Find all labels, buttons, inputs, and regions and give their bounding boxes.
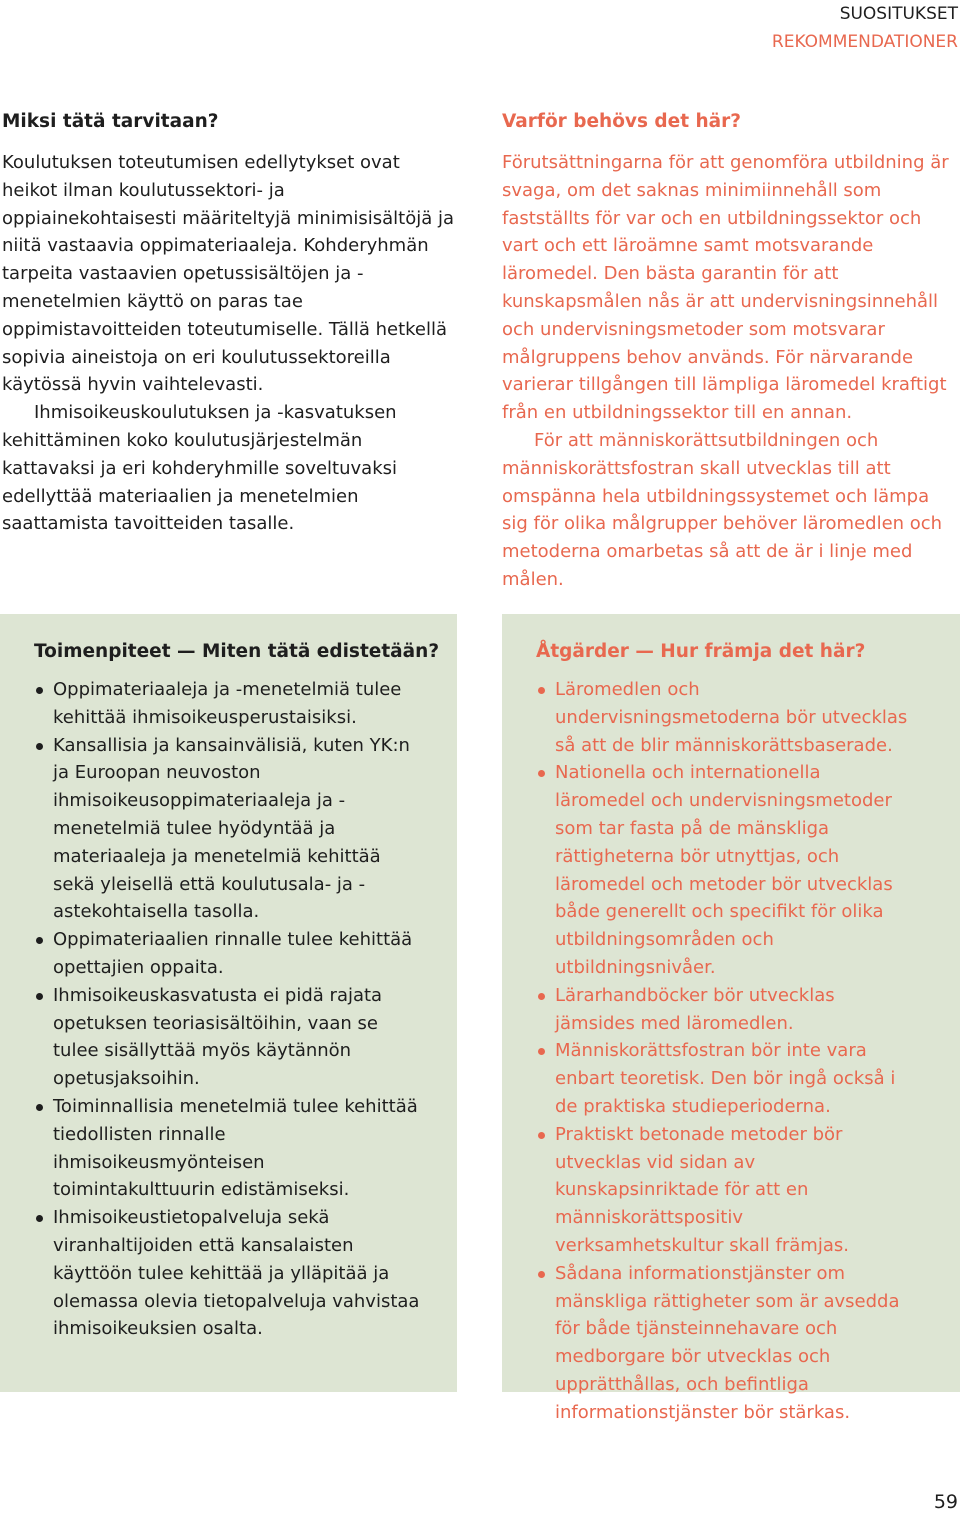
left-column-paragraph-2: Ihmisoikeuskoulutuksen ja -kasvatuksen kehittäminen koko koulutusjärjestelmän kattavaksi ja eri kohderyhmille soveltuvaksi edellyttää materiaalien ja menetelmien saattamista tavoitteiden tasalle. <box>2 402 398 535</box>
list-item: Ihmisoikeustietopalveluja sekä viranhaltijoiden että kansalaisten käyttöön tulee kehittää ja ylläpitää ja olemassa olevia tietopalveluja vahvistaa ihmisoikeuksien osalta. <box>34 1204 424 1343</box>
measures-list-sv <box>536 676 916 1427</box>
measures-box-sv <box>502 614 960 1423</box>
left-text-column <box>2 108 454 538</box>
right-column-paragraph-1: Förutsättningarna för att genomföra utbildning är svaga, om det saknas minimiinnehåll som fastställts för var och en utbildningssektor och vart och ett läroämne samt motsvarande läromedel. Den bästa garantin för att kunskapsmålen nås är att undervisningsinnehåll och undervisningsmetoder som motsvarar målgruppens behov används. För närvarande varierar tillgången till lämpliga läromedel kraftigt från en utbildningssektor till en annan. <box>502 152 949 424</box>
measures-heading-fi: Toimenpiteet — Miten tätä edistetään? <box>34 641 440 662</box>
header-title-sv: REKOMMENDATIONER <box>771 32 958 52</box>
list-item: Toiminnallisia menetelmiä tulee kehittää tiedollisten rinnalle ihmisoikeusmyönteisen toimintakulttuurin edistämiseksi. <box>34 1093 424 1204</box>
measures-box-fi <box>0 614 457 1392</box>
list-item: Sådana informationstjänster om mänskliga rättigheter som är avsedda för både tjänsteinnehavare och medborgare bör utvecklas och upprätthållas, och befintliga informationstjänster bör stärkas. <box>536 1260 916 1427</box>
right-column-paragraph-2: För att människorättsutbildningen och människorättsfostran skall utvecklas till att omspänna hela utbildningssystemet och lämpa sig för olika målgrupper behöver läromedlen och metoderna omarbetas så att de är i linje med målen. <box>502 429 943 590</box>
list-item: Praktiskt betonade metoder bör utvecklas vid sidan av kunskapsinriktade för att en människorättspositiv verksamhetskultur skall främjas. <box>536 1121 916 1260</box>
header-title-fi: SUOSITUKSET <box>839 4 958 24</box>
list-item: Kansallisia ja kansainvälisiä, kuten YK:n ja Euroopan neuvoston ihmisoikeusoppimateriaaleja ja -menetelmiä tulee hyödyntää ja materiaaleja ja menetelmiä kehittää sekä yleisellä että koulutusala- ja -astekohtaisella tasolla. <box>34 732 424 927</box>
list-item: Lärarhandböcker bör utvecklas jämsides med läromedlen. <box>536 982 916 1038</box>
list-item: Nationella och internationella läromedel och undervisningsmetoder som tar fasta på de mänskliga rättigheterna bör utnyttjas, och läromedel och metoder bör utvecklas både generellt och specifikt för olika utbildningsområden och utbildningsnivåer. <box>536 759 916 981</box>
left-column-paragraph-1: Koulutuksen toteutumisen edellytykset ovat heikot ilman koulutussektori- ja oppiainekohtaisesti määriteltyjä minimisisältöjä ja niitä vastaavia oppimateriaaleja. Kohderyhmän tarpeita vastaavien opetussisältöjen ja -menetelmien käyttö on paras tae oppimistavoitteiden toteutumiselle. Tällä hetkellä sopivia aineistoja on eri koulutussektoreilla käytössä hyvin vaihtelevasti. <box>2 152 454 396</box>
page-header <box>772 0 958 56</box>
measures-heading-sv: Åtgärder — Hur främja det här? <box>536 641 866 662</box>
list-item: Oppimateriaaleja ja -menetelmiä tulee kehittää ihmisoikeusperustaisiksi. <box>34 676 424 732</box>
left-column-heading: Miksi tätä tarvitaan? <box>2 111 219 132</box>
page-number: 59 <box>933 1491 958 1513</box>
list-item: Ihmisoikeuskasvatusta ei pidä rajata opetuksen teoriasisältöihin, vaan se tulee sisällyttää myös käytännön opetusjaksoihin. <box>34 982 424 1093</box>
list-item: Oppimateriaalien rinnalle tulee kehittää opettajien oppaita. <box>34 926 424 982</box>
list-item: Läromedlen och undervisningsmetoderna bör utvecklas så att de blir människorättsbaserade. <box>536 676 916 759</box>
list-item: Människorättsfostran bör inte vara enbart teoretisk. Den bör ingå också i de praktiska studieperioderna. <box>536 1037 916 1120</box>
right-column-heading: Varför behövs det här? <box>502 111 742 132</box>
measures-list-fi <box>34 676 424 1343</box>
right-text-column <box>502 108 954 594</box>
